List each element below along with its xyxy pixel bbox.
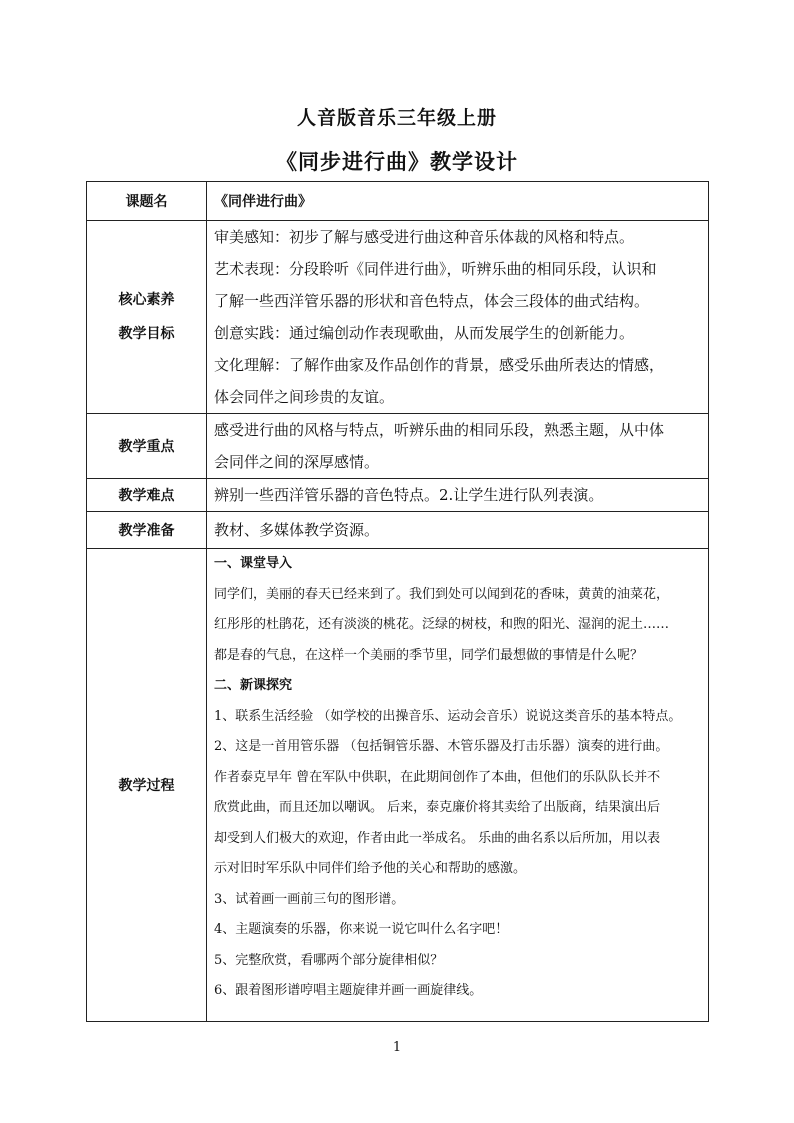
process-line: 4、主题演奏的乐器，你来说一说它叫什么名字吧！ [214, 922, 509, 937]
process-section-heading: 二、新课探究 [214, 678, 293, 693]
preparation-content [207, 512, 709, 549]
process-line: 3、试着画一画前三句的图形谱。 [214, 891, 405, 907]
process-line: 却受到人们极大的欢迎，作者由此一举成名。 乐曲的曲名系以后所加，用以表 [214, 830, 661, 846]
topic-label: 课题名 [87, 182, 207, 221]
process-line: 6、跟着图形谱哼唱主题旋律并画一画旋律线。 [214, 983, 483, 998]
preparation-label: 教学准备 [87, 512, 207, 549]
process-line: 都是春的气息，在这样一个美丽的季节里，同学们最想做的事情是什么呢？ [214, 647, 644, 663]
key-point-line: 会同伴之间的深厚感情。 [214, 453, 380, 471]
preparation-line: 教材、多媒体教学资源。 [214, 521, 380, 539]
process-line: 5、完整欣赏，看哪两个部分旋律相似？ [214, 952, 444, 968]
table-row-objectives [87, 221, 709, 414]
page-title: 人音版音乐三年级上册 [296, 107, 497, 129]
key-points-label: 教学重点 [87, 414, 207, 479]
process-label: 教学过程 [87, 549, 207, 1022]
objectives-label-line: 核心素养 [118, 292, 175, 308]
objective-line: 创意实践：通过编创动作表现歌曲，从而发展学生的创新能力。 [214, 324, 635, 342]
page-number: 1 [392, 1040, 402, 1055]
objective-line: 体会同伴之间珍贵的友谊。 [214, 388, 395, 406]
process-line: 2、这是一首用管乐器 （包括铜管乐器、木管乐器及打击乐器）演奏的进行曲。 [214, 739, 669, 754]
objectives-label-line: 教学目标 [118, 326, 175, 342]
key-points-content [207, 414, 709, 479]
topic-value: 《同伴进行曲》 [207, 182, 709, 221]
difficulty-line: 辨别一些西洋管乐器的音色特点。2.让学生进行队列表演。 [214, 486, 604, 504]
process-line: 红彤彤的杜鹃花，还有淡淡的桃花。泛绿的树枝，和煦的阳光、湿润的泥土…… [214, 617, 670, 632]
objectives-content [207, 221, 709, 414]
process-line: 同学们，美丽的春天已经来到了。我们到处可以闻到花的香味，黄黄的油菜花， [214, 586, 670, 602]
process-section-heading: 一、课堂导入 [214, 556, 293, 571]
table-row-topic [87, 182, 709, 221]
table-row-difficulties [87, 479, 709, 512]
process-line: 欣赏此曲，而且还加以嘲讽。 后来，泰克廉价将其卖给了出版商，结果演出后 [214, 800, 661, 815]
process-line: 作者泰克早年 曾在军队中供职，在此期间创作了本曲，但他们的乐队队长并不 [214, 769, 661, 785]
process-content [207, 549, 709, 1022]
table-row-process [87, 549, 709, 1022]
table-row-preparation [87, 512, 709, 549]
objective-line: 审美感知：初步了解与感受进行曲这种音乐体裁的风格和特点。 [214, 228, 635, 246]
objective-line: 艺术表现：分段聆听《同伴进行曲》，听辨乐曲的相同乐段，认识和 [214, 260, 657, 278]
difficulties-content [207, 479, 709, 512]
table-row-key-points [87, 414, 709, 479]
difficulties-label: 教学难点 [87, 479, 207, 512]
lesson-plan-table [86, 181, 709, 1022]
document-subtitle: 《同步进行曲》教学设计 [276, 150, 518, 174]
objectives-label [87, 221, 207, 414]
objective-line: 文化理解：了解作曲家及作品创作的背景，感受乐曲所表达的情感， [214, 356, 665, 374]
process-line: 示对旧时军乐队中同伴们给予他的关心和帮助的感激。 [214, 861, 527, 876]
process-line: 1、联系生活经验 （如学校的出操音乐、运动会音乐）说说这类音乐的基本特点。 [214, 708, 682, 724]
key-point-line: 感受进行曲的风格与特点，听辨乐曲的相同乐段，熟悉主题，从中体 [214, 421, 665, 439]
objective-line: 了解一些西洋管乐器的形状和音色特点，体会三段体的曲式结构。 [214, 292, 650, 310]
